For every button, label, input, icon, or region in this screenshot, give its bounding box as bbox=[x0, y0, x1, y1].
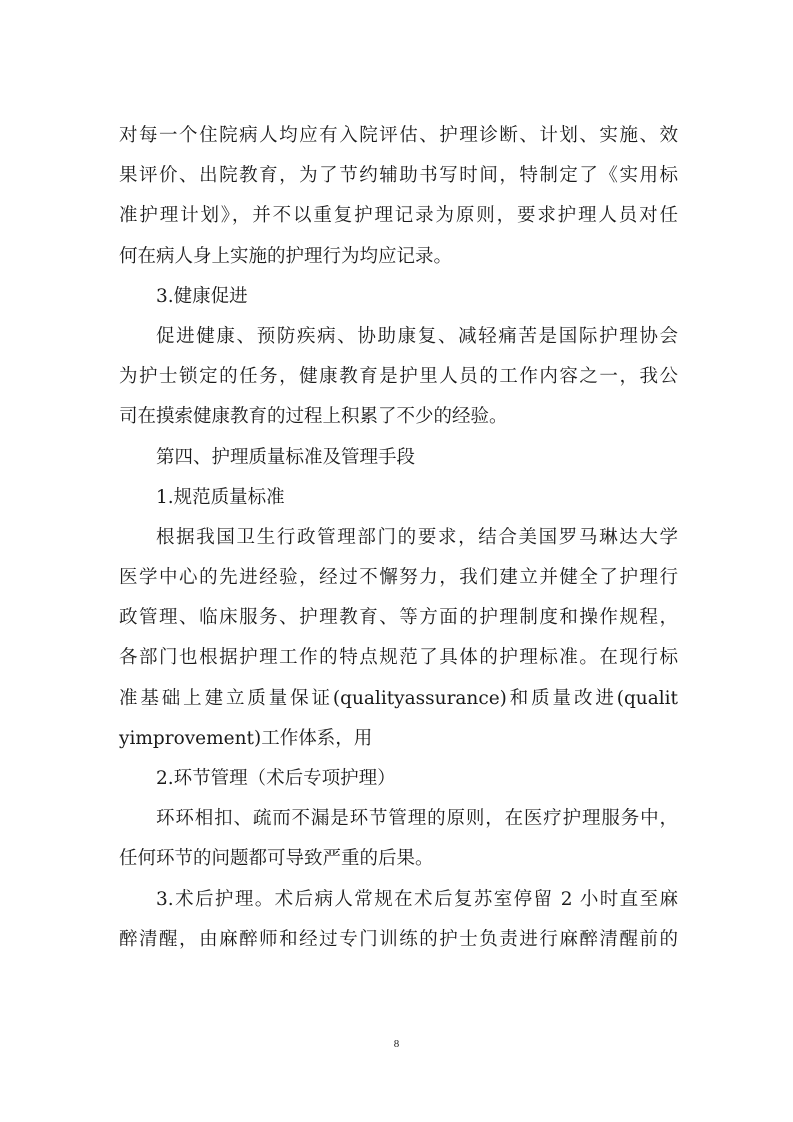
text-line: 为护士锁定的任务，健康教育是护里人员的工作内容之一，我公 bbox=[119, 366, 678, 388]
document-body bbox=[119, 116, 678, 960]
text-line: 醉清醒，由麻醉师和经过专门训练的护士负责进行麻醉清醒前的 bbox=[119, 928, 678, 950]
text-line: 促进健康、预防疾病、协助康复、减轻痛苦是国际护理协会 bbox=[156, 325, 678, 347]
section-heading: 第四、护理质量标准及管理手段 bbox=[156, 446, 416, 468]
text-line: 根据我国卫生行政管理部门的要求，结合美国罗马琳达大学 bbox=[156, 526, 678, 548]
page-number: 8 bbox=[393, 1038, 400, 1050]
text-line: 各部门也根据护理工作的特点规范了具体的护理标准。在现行标 bbox=[119, 647, 678, 669]
text-line: 任何环节的问题都可导致严重的后果。 bbox=[119, 848, 434, 870]
text-line: yimprovement)工作体系，用 bbox=[119, 727, 373, 749]
text-line: 果评价、出院教育，为了节约辅助书写时间，特制定了《实用标 bbox=[119, 165, 678, 187]
section-heading: 1.规范质量标准 bbox=[156, 486, 285, 508]
text-line: 何在病人身上实施的护理行为均应记录。 bbox=[119, 245, 453, 267]
text-line: 环环相扣、疏而不漏是环节管理的原则，在医疗护理服务中， bbox=[156, 808, 678, 830]
text-line: 对每一个住院病人均应有入院评估、护理诊断、计划、实施、效 bbox=[119, 125, 678, 146]
section-heading: 3.健康促进 bbox=[156, 285, 248, 307]
text-line: 司在摸索健康教育的过程上积累了不少的经验。 bbox=[119, 406, 508, 428]
text-line: 准护理计划》，并不以重复护理记录为原则，要求护理人员对任 bbox=[119, 205, 678, 227]
text-line: 医学中心的先进经验，经过不懈努力，我们建立并健全了护理行 bbox=[119, 567, 678, 589]
text-line: 政管理、临床服务、护理教育、等方面的护理制度和操作规程， bbox=[119, 607, 678, 629]
section-heading: 2.环节管理（术后专项护理） bbox=[156, 768, 396, 789]
text-line: 准基础上建立质量保证(qualityassurance)和质量改进(qualit bbox=[119, 687, 678, 709]
text-line: 3.术后护理。术后病人常规在术后复苏室停留 2 小时直至麻 bbox=[156, 888, 678, 910]
